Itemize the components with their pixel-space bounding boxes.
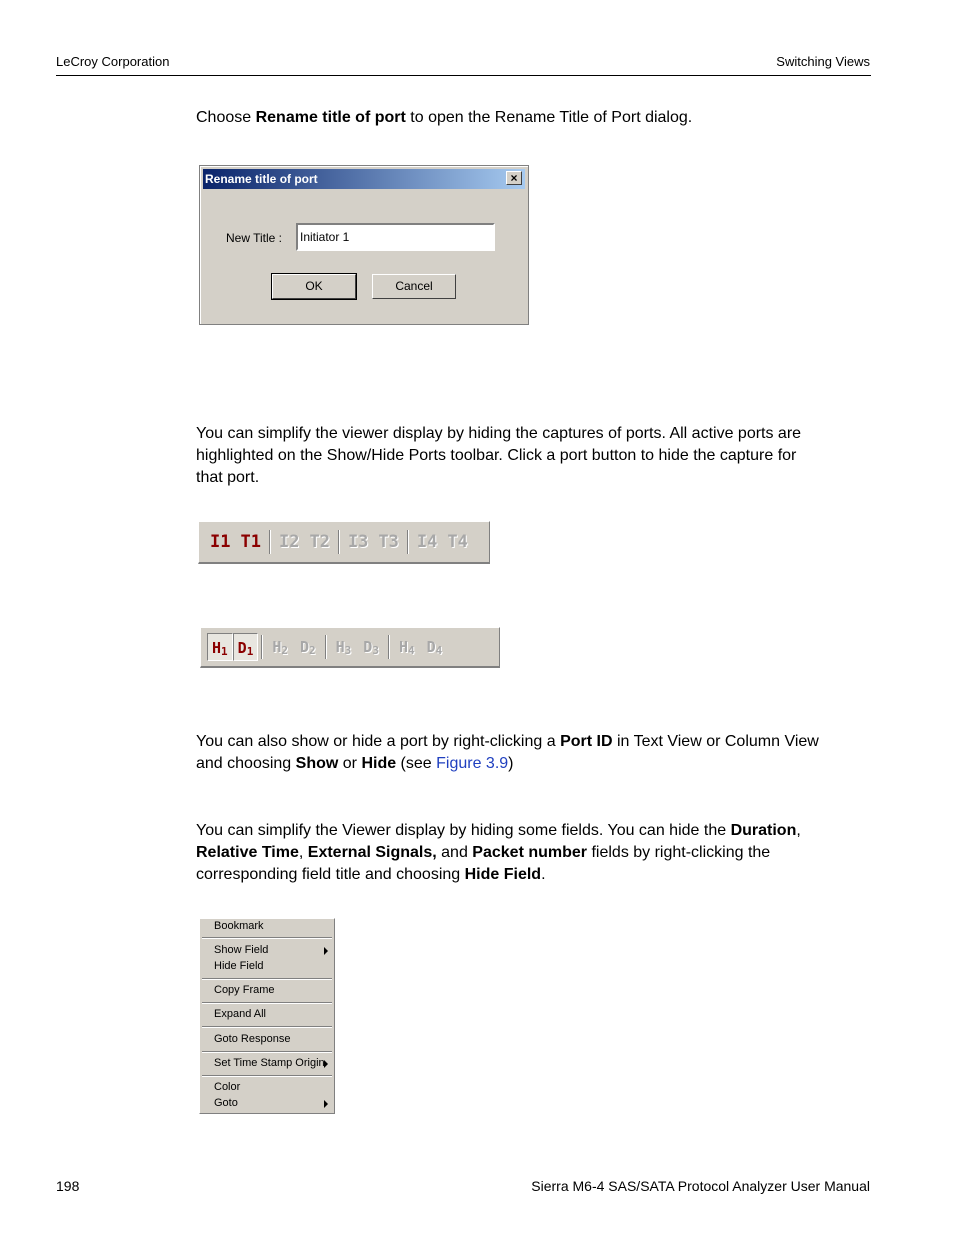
paragraph-rename [196,107,866,129]
para3-text: or [338,755,362,772]
submenu-arrow-icon [324,947,328,955]
port-button-d4[interactable] [421,638,449,657]
port-letter: H [212,639,222,657]
port-letter: H [398,637,408,656]
submenu-arrow-icon [324,1060,328,1068]
new-title-label: New Title : [226,231,283,245]
toolbar-separator [338,530,340,554]
para3-text: ) [508,755,514,772]
menu-item-show-field[interactable]: Show Field [214,944,269,956]
toolbar-separator [388,635,390,659]
port-number: 4 [435,643,443,657]
para4-text: . [541,866,546,883]
menu-item-goto-response[interactable]: Goto Response [214,1033,291,1045]
port-button-d2[interactable] [294,638,322,657]
close-icon[interactable]: × [506,171,522,185]
para3-bold: Show [295,755,339,772]
para3-text: You can also show or hide a port by right-clicking a [196,733,561,750]
menu-separator [202,1026,332,1028]
para4-text: corresponding field title and choosing [196,866,465,883]
port-letter: D [363,637,373,656]
para4-text: fields by right-clicking the [587,844,771,861]
para1-pre: Choose [196,109,256,126]
paragraph-hide-ports [196,423,866,489]
new-title-input[interactable] [296,223,495,251]
port-number: 2 [281,643,288,657]
port-button-t3[interactable]: T3 [378,532,399,552]
cancel-button[interactable]: Cancel [372,274,456,299]
port-number: 3 [344,643,352,657]
port-button-t2[interactable]: T2 [309,532,330,552]
menu-separator [202,1075,332,1077]
port-button-h4[interactable] [393,638,421,657]
field-context-menu [199,918,335,1114]
port-button-i3[interactable]: I3 [347,532,369,552]
para3-text: and choosing [196,755,296,772]
port-button-h3[interactable] [330,638,358,657]
paragraph-hide-fields [196,820,866,886]
port-number: 3 [372,643,379,657]
show-hide-ports-toolbar [198,521,490,564]
port-letter: H [335,637,345,656]
paragraph-right-click-port [196,731,866,775]
menu-item-expand-all[interactable]: Expand All [214,1008,266,1020]
page-number: 198 [56,1178,80,1194]
menu-item-color[interactable]: Color [214,1081,241,1093]
menu-item-hide-field[interactable]: Hide Field [214,960,264,972]
menu-separator [202,1002,332,1004]
port-number: 2 [309,643,316,657]
port-button-t1[interactable]: T1 [240,532,261,552]
port-button-t4[interactable]: T4 [447,532,468,552]
menu-separator [202,1051,332,1053]
ok-button[interactable]: OK [272,274,356,299]
dialog-title: Rename title of port [205,172,318,186]
para3-text: (see [396,755,437,772]
para4-text: , [298,844,308,861]
menu-separator [202,978,332,980]
menu-item-copy-frame[interactable]: Copy Frame [214,984,275,996]
port-button-h1[interactable] [207,633,233,661]
port-button-i4[interactable]: I4 [416,532,438,552]
para2-line3: that port. [196,469,260,486]
port-button-i2[interactable]: I2 [278,532,300,552]
para2-line2: highlighted on the Show/Hide Ports toolbar. Click a port button to hide the capture for [196,447,797,464]
port-number: 4 [407,643,415,657]
port-letter: D [237,639,247,657]
menu-item-goto[interactable]: Goto [214,1097,238,1109]
figure-link[interactable]: Figure 3.9 [436,755,509,772]
menu-separator [202,937,332,939]
header-left: LeCroy Corporation [56,54,170,69]
show-hide-ports-toolbar-sata [200,627,500,668]
port-button-d1[interactable] [233,633,259,661]
toolbar-separator [325,635,327,659]
para4-bold: Relative Time [196,844,299,861]
header-right: Switching Views [776,54,870,69]
port-number: 1 [246,645,254,658]
para4-bold: External Signals, [307,844,437,861]
port-letter: H [272,637,282,656]
para4-bold: Duration [730,822,797,839]
port-letter: D [299,637,309,656]
header-rule [56,75,871,76]
toolbar-separator [269,530,271,554]
para3-bold: Port ID [560,733,613,750]
para3-bold: Hide [361,755,397,772]
port-letter: D [426,637,436,656]
para4-bold: Hide Field [464,866,542,883]
para4-text: , [796,822,801,839]
menu-item-bookmark[interactable]: Bookmark [214,920,264,932]
rename-dialog [199,165,529,325]
dialog-titlebar[interactable] [203,169,525,189]
port-button-h2[interactable] [266,638,294,657]
port-button-i1[interactable]: I1 [210,532,231,552]
footer-title: Sierra M6-4 SAS/SATA Protocol Analyzer User Manual [531,1178,870,1194]
port-number: 1 [221,645,228,658]
para4-text: and [436,844,473,861]
menu-item-set-time-stamp-origin[interactable]: Set Time Stamp Origin [214,1057,325,1069]
para2-line1: You can simplify the viewer display by hiding the captures of ports. All active ports are [196,425,802,442]
toolbar-separator [407,530,409,554]
para3-text: in Text View or Column View [612,733,819,750]
port-button-d3[interactable] [357,638,385,657]
para4-text: You can simplify the Viewer display by hiding some fields. You can hide the [196,822,731,839]
para4-bold: Packet number [472,844,588,861]
para1-post: to open the Rename Title of Port dialog. [405,109,693,126]
submenu-arrow-icon [324,1100,328,1108]
toolbar-separator [261,635,263,659]
para1-bold: Rename title of port [255,109,406,126]
